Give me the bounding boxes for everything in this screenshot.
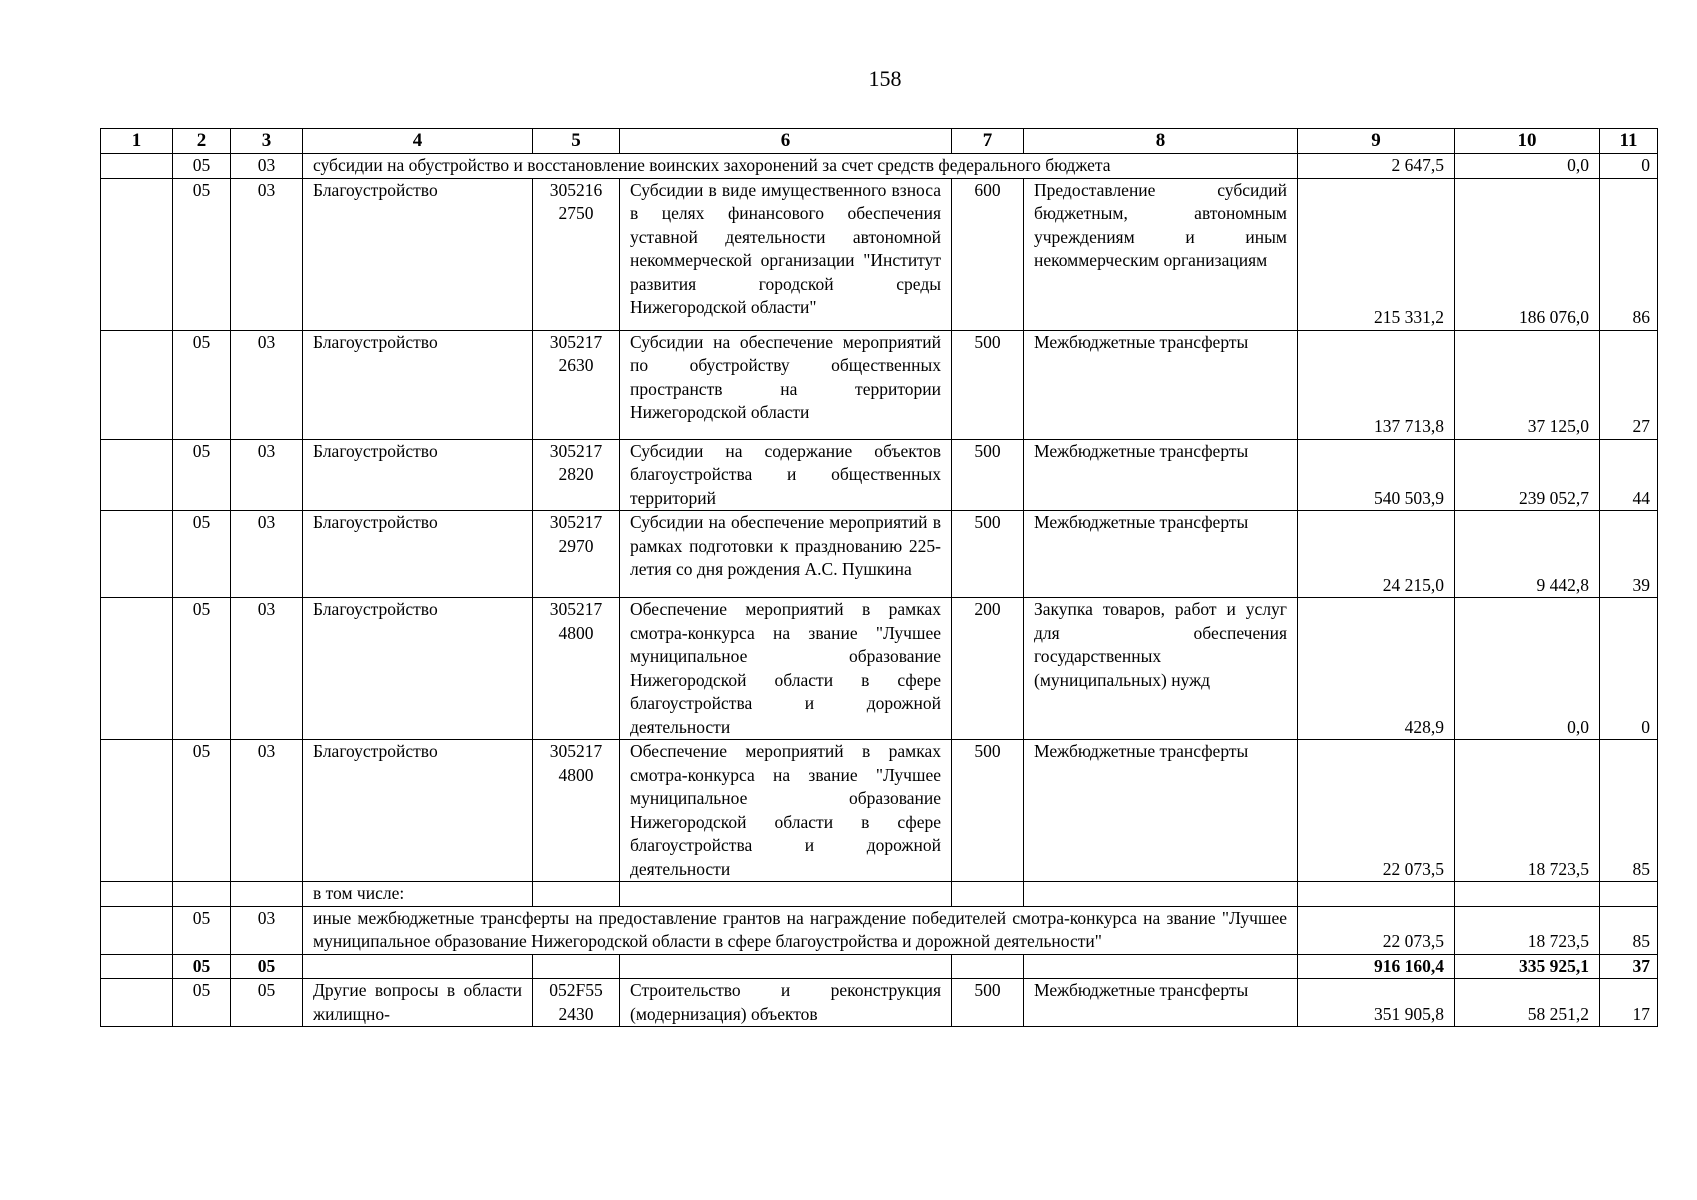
page-number: 158: [868, 66, 902, 91]
budget-table: [100, 128, 1658, 1027]
column-number-header-row: [101, 129, 1658, 154]
cell-empty: [101, 178, 173, 330]
column-number-5: 5: [533, 129, 620, 154]
cell-empty: [952, 882, 1024, 907]
expense-type-name: Закупка товаров, работ и услуг для обеспечения государственных (муниципальных) нужд: [1024, 598, 1298, 740]
planned-amount: 428,9: [1298, 598, 1455, 740]
section-name: Благоустройство: [303, 439, 533, 511]
expense-type-code: 500: [952, 439, 1024, 511]
section-code: 05: [173, 439, 231, 511]
target-code-part-1: 305217: [549, 331, 603, 352]
subsection-code: 03: [231, 154, 303, 179]
column-number-1: 1: [101, 129, 173, 154]
cell-empty: [101, 511, 173, 598]
cell-empty: [1024, 954, 1298, 979]
expense-description: Строительство и реконструкция (модернизация) объектов: [620, 979, 952, 1027]
executed-amount: 18 723,5: [1455, 740, 1600, 882]
planned-amount-total: 916 160,4: [1298, 954, 1455, 979]
column-number-4: 4: [303, 129, 533, 154]
section-name: Благоустройство: [303, 598, 533, 740]
cell-empty: [952, 954, 1024, 979]
cell-empty: [101, 906, 173, 954]
cell-empty: [620, 882, 952, 907]
execution-percent: 39: [1600, 511, 1658, 598]
section-name: Другие вопросы в области жилищно-: [303, 979, 533, 1027]
expense-type-name: Межбюджетные трансферты: [1024, 511, 1298, 598]
cell-empty: [620, 954, 952, 979]
expense-type-code: 500: [952, 330, 1024, 439]
table-row: [101, 598, 1658, 740]
item-description: иные межбюджетные трансферты на предоставление грантов на награждение победителей смотра-конкурса на звание "Лучшее муниципальное образование Нижегородской области в сфере благоустройства и дорожной деятельности": [303, 906, 1298, 954]
table-row-grants: [101, 906, 1658, 954]
target-code-part-2: 2430: [558, 1003, 594, 1024]
target-code-part-2: 2970: [558, 535, 594, 556]
executed-amount: 9 442,8: [1455, 511, 1600, 598]
subsection-code: 03: [231, 178, 303, 330]
table-row-including: [101, 882, 1658, 907]
cell-empty: [101, 330, 173, 439]
cell-empty: [1600, 882, 1658, 907]
section-code: 05: [173, 330, 231, 439]
cell-empty: [533, 954, 620, 979]
expense-type-code: 200: [952, 598, 1024, 740]
target-code-part-1: 305217: [549, 512, 603, 532]
planned-amount: 22 073,5: [1298, 906, 1455, 954]
cell-empty: [173, 882, 231, 907]
table-row: [101, 740, 1658, 882]
cell-empty: [1455, 882, 1600, 907]
cell-empty: [1024, 882, 1298, 907]
table-row-subtotal: [101, 954, 1658, 979]
column-number-6: 6: [620, 129, 952, 154]
section-code: 05: [173, 511, 231, 598]
execution-percent: 0: [1600, 598, 1658, 740]
target-code-part-1: 305216: [549, 179, 603, 200]
execution-percent: 27: [1600, 330, 1658, 439]
cell-empty: [533, 882, 620, 907]
table-row: [101, 979, 1658, 1027]
section-name: Благоустройство: [303, 330, 533, 439]
executed-amount: 37 125,0: [1455, 330, 1600, 439]
executed-amount: 0,0: [1455, 154, 1600, 179]
execution-percent: 44: [1600, 439, 1658, 511]
execution-percent-total: 37: [1600, 954, 1658, 979]
section-code: 05: [173, 598, 231, 740]
table-row: [101, 439, 1658, 511]
target-code-part-2: 4800: [558, 764, 594, 785]
planned-amount: 215 331,2: [1298, 178, 1455, 330]
section-code: 05: [173, 740, 231, 882]
column-number-10: 10: [1455, 129, 1600, 154]
target-article-code: [533, 178, 620, 330]
column-number-7: 7: [952, 129, 1024, 154]
expense-type-name: Межбюджетные трансферты: [1024, 439, 1298, 511]
expense-type-name: Межбюджетные трансферты: [1024, 740, 1298, 882]
expense-type-name: Межбюджетные трансферты: [1024, 330, 1298, 439]
target-code-part-2: 4800: [558, 622, 594, 643]
target-article-code: [533, 439, 620, 511]
target-code-part-2: 2630: [558, 355, 594, 375]
section-code: 05: [173, 154, 231, 179]
target-article-code: [533, 511, 620, 598]
cell-empty: [101, 740, 173, 882]
cell-empty: [101, 154, 173, 179]
executed-amount: 0,0: [1455, 598, 1600, 740]
column-number-8: 8: [1024, 129, 1298, 154]
including-label: в том числе:: [303, 882, 533, 907]
table-row-federal-subsidy: [101, 154, 1658, 179]
column-number-3: 3: [231, 129, 303, 154]
table-row: [101, 511, 1658, 598]
planned-amount: 22 073,5: [1298, 740, 1455, 882]
target-code-part-1: 305217: [549, 741, 603, 761]
executed-amount: 58 251,2: [1455, 979, 1600, 1027]
target-code-part-1: 305217: [549, 440, 603, 461]
target-code-part-1: 052F55: [549, 980, 603, 1000]
target-article-code: [533, 598, 620, 740]
target-code-part-1: 305217: [549, 599, 603, 619]
section-code: 05: [173, 979, 231, 1027]
planned-amount: 24 215,0: [1298, 511, 1455, 598]
subsection-code: 05: [231, 979, 303, 1027]
subsection-code: 03: [231, 330, 303, 439]
section-code: 05: [173, 178, 231, 330]
cell-empty: [101, 979, 173, 1027]
planned-amount: 137 713,8: [1298, 330, 1455, 439]
column-number-9: 9: [1298, 129, 1455, 154]
expense-type-name: Предоставление субсидий бюджетным, автономным учреждениям и иным некоммерческим организациям: [1024, 178, 1298, 330]
cell-empty: [101, 954, 173, 979]
target-article-code: [533, 740, 620, 882]
subsection-code: 05: [231, 954, 303, 979]
executed-amount: 239 052,7: [1455, 439, 1600, 511]
target-code-part-2: 2750: [558, 203, 594, 223]
execution-percent: 17: [1600, 979, 1658, 1027]
execution-percent: 0: [1600, 154, 1658, 179]
section-name: Благоустройство: [303, 178, 533, 330]
column-number-2: 2: [173, 129, 231, 154]
execution-percent: 85: [1600, 906, 1658, 954]
expense-type-code: 600: [952, 178, 1024, 330]
expense-description: Субсидии на обеспечение мероприятий по обустройству общественных пространств на территории Нижегородской области: [620, 330, 952, 439]
executed-amount-total: 335 925,1: [1455, 954, 1600, 979]
expense-type-code: 500: [952, 979, 1024, 1027]
cell-empty: [101, 882, 173, 907]
cell-empty: [101, 598, 173, 740]
subsection-code: 03: [231, 439, 303, 511]
expense-description: Субсидии в виде имущественного взноса в целях финансового обеспечения уставной деятельности автономной некоммерческой организации "Институт развития городской среды Нижегородской области": [620, 178, 952, 330]
column-number-11: 11: [1600, 129, 1658, 154]
subsection-code: 03: [231, 511, 303, 598]
executed-amount: 18 723,5: [1455, 906, 1600, 954]
cell-empty: [1298, 882, 1455, 907]
expense-type-code: 500: [952, 740, 1024, 882]
item-description: субсидии на обустройство и восстановление воинских захоронений за счет средств федерального бюджета: [303, 154, 1298, 179]
target-article-code: [533, 330, 620, 439]
table-row: [101, 330, 1658, 439]
expense-description: Обеспечение мероприятий в рамках смотра-конкурса на звание "Лучшее муниципальное образование Нижегородской области в сфере благоустройства и дорожной деятельности: [620, 740, 952, 882]
target-article-code: [533, 979, 620, 1027]
subsection-code: 03: [231, 598, 303, 740]
table-row: [101, 178, 1658, 330]
subsection-code: 03: [231, 906, 303, 954]
cell-empty: [303, 954, 533, 979]
cell-empty: [231, 882, 303, 907]
expense-description: Обеспечение мероприятий в рамках смотра-конкурса на звание "Лучшее муниципальное образование Нижегородской области в сфере благоустройства и дорожной деятельности: [620, 598, 952, 740]
planned-amount: 351 905,8: [1298, 979, 1455, 1027]
target-code-part-2: 2820: [558, 464, 594, 484]
planned-amount: 540 503,9: [1298, 439, 1455, 511]
section-name: Благоустройство: [303, 740, 533, 882]
planned-amount: 2 647,5: [1298, 154, 1455, 179]
expense-type-code: 500: [952, 511, 1024, 598]
section-name: Благоустройство: [303, 511, 533, 598]
section-code: 05: [173, 954, 231, 979]
subsection-code: 03: [231, 740, 303, 882]
execution-percent: 85: [1600, 740, 1658, 882]
executed-amount: 186 076,0: [1455, 178, 1600, 330]
expense-description: Субсидии на обеспечение мероприятий в рамках подготовки к празднованию 225-летия со дня рождения А.С. Пушкина: [620, 511, 952, 598]
section-code: 05: [173, 906, 231, 954]
expense-description: Субсидии на содержание объектов благоустройства и общественных территорий: [620, 439, 952, 511]
execution-percent: 86: [1600, 178, 1658, 330]
expense-type-name: Межбюджетные трансферты: [1024, 979, 1298, 1027]
cell-empty: [101, 439, 173, 511]
